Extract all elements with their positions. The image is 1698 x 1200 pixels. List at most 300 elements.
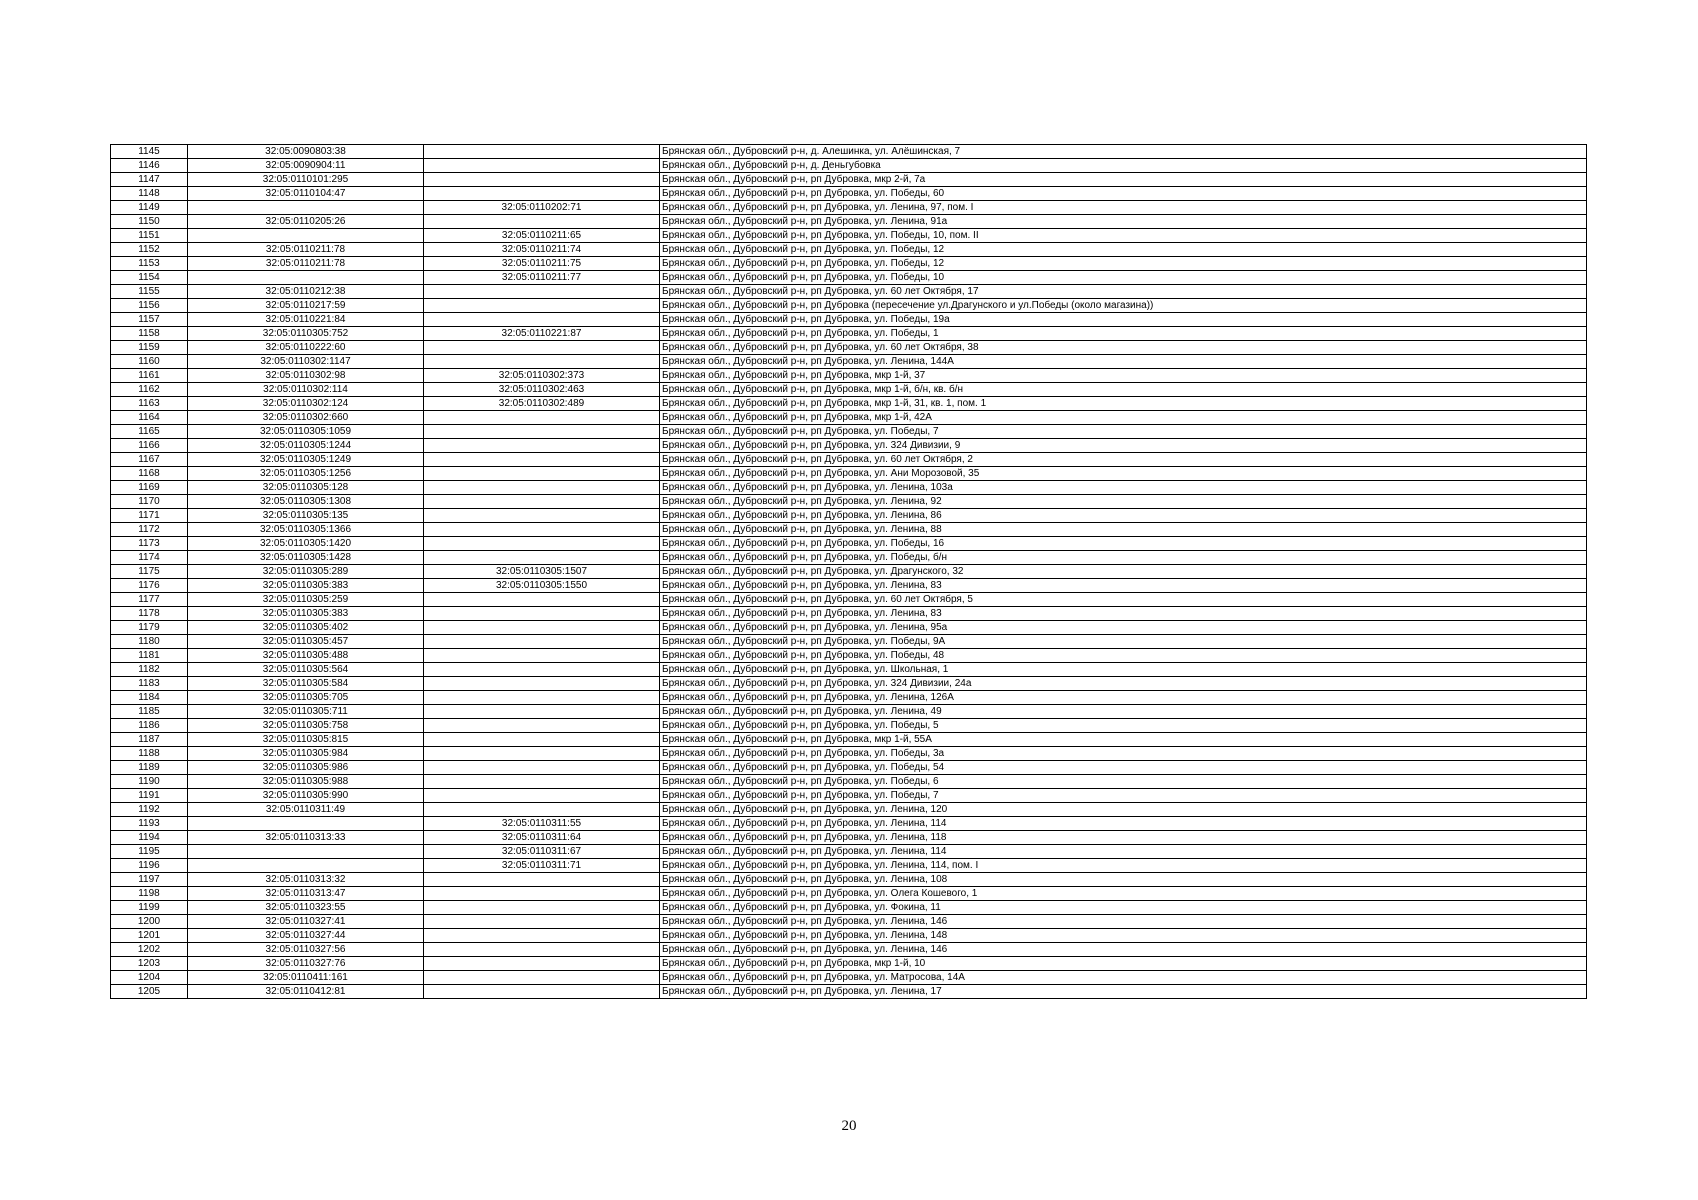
land-cadastral-number-cell: 32:05:0110313:47 [188, 887, 424, 901]
land-cadastral-number-cell: 32:05:0110305:1420 [188, 537, 424, 551]
land-cadastral-number-cell: 32:05:0110221:84 [188, 313, 424, 327]
building-cadastral-number-cell [424, 607, 660, 621]
address-cell: Брянская обл., Дубровский р-н, рп Дубровка, ул. Олега Кошевого, 1 [660, 887, 1587, 901]
address-cell: Брянская обл., Дубровский р-н, рп Дубровка, ул. Ленина, 17 [660, 985, 1587, 999]
row-number-cell: 1151 [111, 229, 188, 243]
building-cadastral-number-cell [424, 957, 660, 971]
address-cell: Брянская обл., Дубровский р-н, рп Дубровка, ул. 60 лет Октября, 38 [660, 341, 1587, 355]
table-row [111, 635, 1587, 649]
address-cell: Брянская обл., Дубровский р-н, рп Дубровка, ул. Драгунского, 32 [660, 565, 1587, 579]
address-cell: Брянская обл., Дубровский р-н, рп Дубровка, ул. Ленина, 83 [660, 607, 1587, 621]
building-cadastral-number-cell [424, 481, 660, 495]
address-cell: Брянская обл., Дубровский р-н, рп Дубровка, ул. Ленина, 118 [660, 831, 1587, 845]
table-row [111, 397, 1587, 411]
land-cadastral-number-cell: 32:05:0110313:32 [188, 873, 424, 887]
table-row [111, 369, 1587, 383]
table-row [111, 383, 1587, 397]
land-cadastral-number-cell: 32:05:0110302:114 [188, 383, 424, 397]
row-number-cell: 1165 [111, 425, 188, 439]
land-cadastral-number-cell: 32:05:0110305:986 [188, 761, 424, 775]
building-cadastral-number-cell: 32:05:0110311:64 [424, 831, 660, 845]
address-cell: Брянская обл., Дубровский р-н, рп Дубровка, ул. Победы, 19а [660, 313, 1587, 327]
row-number-cell: 1187 [111, 733, 188, 747]
address-cell: Брянская обл., Дубровский р-н, рп Дубровка, ул. 60 лет Октября, 2 [660, 453, 1587, 467]
land-cadastral-number-cell: 32:05:0110313:33 [188, 831, 424, 845]
table-row [111, 313, 1587, 327]
address-cell: Брянская обл., Дубровский р-н, д. Алешинка, ул. Алёшинская, 7 [660, 145, 1587, 159]
building-cadastral-number-cell: 32:05:0110302:489 [424, 397, 660, 411]
row-number-cell: 1195 [111, 845, 188, 859]
address-cell: Брянская обл., Дубровский р-н, рп Дубровка, ул. Матросова, 14А [660, 971, 1587, 985]
cadastral-table [110, 144, 1587, 999]
land-cadastral-number-cell [188, 845, 424, 859]
building-cadastral-number-cell: 32:05:0110305:1507 [424, 565, 660, 579]
address-cell: Брянская обл., Дубровский р-н, рп Дубровка, ул. Ленина, 114 [660, 817, 1587, 831]
building-cadastral-number-cell [424, 509, 660, 523]
building-cadastral-number-cell [424, 887, 660, 901]
land-cadastral-number-cell: 32:05:0110305:383 [188, 579, 424, 593]
address-cell: Брянская обл., Дубровский р-н, рп Дубровка, ул. Победы, 48 [660, 649, 1587, 663]
row-number-cell: 1200 [111, 915, 188, 929]
address-cell: Брянская обл., Дубровский р-н, рп Дубровка, ул. Победы, б/н [660, 551, 1587, 565]
row-number-cell: 1177 [111, 593, 188, 607]
land-cadastral-number-cell: 32:05:0110323:55 [188, 901, 424, 915]
table-row [111, 229, 1587, 243]
table-row [111, 551, 1587, 565]
building-cadastral-number-cell: 32:05:0110211:74 [424, 243, 660, 257]
address-cell: Брянская обл., Дубровский р-н, рп Дубровка, ул. Победы, 60 [660, 187, 1587, 201]
row-number-cell: 1186 [111, 719, 188, 733]
row-number-cell: 1166 [111, 439, 188, 453]
table-row [111, 873, 1587, 887]
table-row [111, 845, 1587, 859]
row-number-cell: 1203 [111, 957, 188, 971]
building-cadastral-number-cell: 32:05:0110211:75 [424, 257, 660, 271]
building-cadastral-number-cell [424, 551, 660, 565]
building-cadastral-number-cell [424, 985, 660, 999]
table-row [111, 607, 1587, 621]
land-cadastral-number-cell: 32:05:0110305:488 [188, 649, 424, 663]
address-cell: Брянская обл., Дубровский р-н, рп Дубровка, ул. Победы, 7 [660, 425, 1587, 439]
address-cell: Брянская обл., Дубровский р-н, рп Дубровка, ул. Победы, 6 [660, 775, 1587, 789]
table-row [111, 985, 1587, 999]
row-number-cell: 1181 [111, 649, 188, 663]
address-cell: Брянская обл., Дубровский р-н, рп Дубровка, ул. Ленина, 95а [660, 621, 1587, 635]
land-cadastral-number-cell: 32:05:0110211:78 [188, 243, 424, 257]
address-cell: Брянская обл., Дубровский р-н, рп Дубровка, ул. Победы, 1 [660, 327, 1587, 341]
row-number-cell: 1157 [111, 313, 188, 327]
address-cell: Брянская обл., Дубровский р-н, рп Дубровка, ул. 60 лет Октября, 17 [660, 285, 1587, 299]
row-number-cell: 1190 [111, 775, 188, 789]
address-cell: Брянская обл., Дубровский р-н, рп Дубровка, ул. Ленина, 83 [660, 579, 1587, 593]
row-number-cell: 1199 [111, 901, 188, 915]
address-cell: Брянская обл., Дубровский р-н, рп Дубровка, мкр 2-й, 7а [660, 173, 1587, 187]
row-number-cell: 1161 [111, 369, 188, 383]
land-cadastral-number-cell [188, 817, 424, 831]
table-row [111, 705, 1587, 719]
building-cadastral-number-cell: 32:05:0110202:71 [424, 201, 660, 215]
building-cadastral-number-cell [424, 915, 660, 929]
address-cell: Брянская обл., Дубровский р-н, рп Дубровка, ул. Ани Морозовой, 35 [660, 467, 1587, 481]
land-cadastral-number-cell: 32:05:0110305:752 [188, 327, 424, 341]
row-number-cell: 1204 [111, 971, 188, 985]
land-cadastral-number-cell: 32:05:0110305:289 [188, 565, 424, 579]
table-row [111, 957, 1587, 971]
table-row [111, 173, 1587, 187]
land-cadastral-number-cell: 32:05:0110305:1308 [188, 495, 424, 509]
row-number-cell: 1182 [111, 663, 188, 677]
table-row [111, 145, 1587, 159]
table-row [111, 453, 1587, 467]
address-cell: Брянская обл., Дубровский р-н, рп Дубровка, мкр 1-й, 31, кв. 1, пом. 1 [660, 397, 1587, 411]
table-row [111, 327, 1587, 341]
address-cell: Брянская обл., Дубровский р-н, рп Дубровка, ул. Ленина, 114, пом. I [660, 859, 1587, 873]
table-row [111, 803, 1587, 817]
row-number-cell: 1150 [111, 215, 188, 229]
table-row [111, 285, 1587, 299]
row-number-cell: 1184 [111, 691, 188, 705]
building-cadastral-number-cell [424, 901, 660, 915]
building-cadastral-number-cell [424, 467, 660, 481]
table-row [111, 523, 1587, 537]
row-number-cell: 1189 [111, 761, 188, 775]
row-number-cell: 1176 [111, 579, 188, 593]
land-cadastral-number-cell: 32:05:0110305:1249 [188, 453, 424, 467]
land-cadastral-number-cell: 32:05:0110305:705 [188, 691, 424, 705]
table-row [111, 901, 1587, 915]
address-cell: Брянская обл., Дубровский р-н, рп Дубровка, ул. Победы, 10 [660, 271, 1587, 285]
land-cadastral-number-cell: 32:05:0110327:44 [188, 929, 424, 943]
land-cadastral-number-cell: 32:05:0110305:1059 [188, 425, 424, 439]
table-row [111, 859, 1587, 873]
land-cadastral-number-cell: 32:05:0110327:76 [188, 957, 424, 971]
table-row [111, 439, 1587, 453]
building-cadastral-number-cell [424, 313, 660, 327]
building-cadastral-number-cell [424, 355, 660, 369]
building-cadastral-number-cell [424, 453, 660, 467]
row-number-cell: 1172 [111, 523, 188, 537]
table-row [111, 747, 1587, 761]
land-cadastral-number-cell: 32:05:0110305:1244 [188, 439, 424, 453]
land-cadastral-number-cell: 32:05:0110305:1428 [188, 551, 424, 565]
land-cadastral-number-cell: 32:05:0110305:135 [188, 509, 424, 523]
land-cadastral-number-cell: 32:05:0110305:988 [188, 775, 424, 789]
address-cell: Брянская обл., Дубровский р-н, рп Дубровка, ул. Ленина, 144А [660, 355, 1587, 369]
building-cadastral-number-cell [424, 733, 660, 747]
address-cell: Брянская обл., Дубровский р-н, рп Дубровка, ул. Победы, 3а [660, 747, 1587, 761]
row-number-cell: 1180 [111, 635, 188, 649]
table-row [111, 187, 1587, 201]
address-cell: Брянская обл., Дубровский р-н, рп Дубровка, ул. Победы, 10, пом. II [660, 229, 1587, 243]
land-cadastral-number-cell: 32:05:0110104:47 [188, 187, 424, 201]
land-cadastral-number-cell: 32:05:0110302:124 [188, 397, 424, 411]
row-number-cell: 1198 [111, 887, 188, 901]
row-number-cell: 1205 [111, 985, 188, 999]
table-row [111, 593, 1587, 607]
table-row [111, 887, 1587, 901]
land-cadastral-number-cell: 32:05:0110305:1256 [188, 467, 424, 481]
row-number-cell: 1160 [111, 355, 188, 369]
address-cell: Брянская обл., Дубровский р-н, рп Дубровка, ул. Победы, 5 [660, 719, 1587, 733]
building-cadastral-number-cell [424, 145, 660, 159]
row-number-cell: 1149 [111, 201, 188, 215]
table-row [111, 691, 1587, 705]
table-row [111, 411, 1587, 425]
table-row [111, 215, 1587, 229]
row-number-cell: 1167 [111, 453, 188, 467]
address-cell: Брянская обл., Дубровский р-н, рп Дубровка, ул. Ленина, 120 [660, 803, 1587, 817]
land-cadastral-number-cell: 32:05:0110302:660 [188, 411, 424, 425]
building-cadastral-number-cell [424, 173, 660, 187]
building-cadastral-number-cell [424, 719, 660, 733]
row-number-cell: 1163 [111, 397, 188, 411]
row-number-cell: 1164 [111, 411, 188, 425]
address-cell: Брянская обл., Дубровский р-н, рп Дубровка, ул. Ленина, 92 [660, 495, 1587, 509]
building-cadastral-number-cell [424, 215, 660, 229]
address-cell: Брянская обл., Дубровский р-н, рп Дубровка, ул. Ленина, 108 [660, 873, 1587, 887]
address-cell: Брянская обл., Дубровский р-н, рп Дубровка, ул. Ленина, 91а [660, 215, 1587, 229]
row-number-cell: 1173 [111, 537, 188, 551]
row-number-cell: 1169 [111, 481, 188, 495]
table-row [111, 355, 1587, 369]
table-row [111, 817, 1587, 831]
land-cadastral-number-cell: 32:05:0110305:815 [188, 733, 424, 747]
table-row [111, 243, 1587, 257]
table-body [111, 145, 1587, 999]
building-cadastral-number-cell [424, 425, 660, 439]
address-cell: Брянская обл., Дубровский р-н, рп Дубровка, ул. Победы, 12 [660, 257, 1587, 271]
building-cadastral-number-cell [424, 775, 660, 789]
address-cell: Брянская обл., Дубровский р-н, рп Дубровка, ул. Ленина, 88 [660, 523, 1587, 537]
address-cell: Брянская обл., Дубровский р-н, рп Дубровка, ул. Ленина, 114 [660, 845, 1587, 859]
building-cadastral-number-cell [424, 341, 660, 355]
table-row [111, 565, 1587, 579]
row-number-cell: 1152 [111, 243, 188, 257]
land-cadastral-number-cell: 32:05:0110302:98 [188, 369, 424, 383]
table-row [111, 733, 1587, 747]
land-cadastral-number-cell: 32:05:0090803:38 [188, 145, 424, 159]
table-row [111, 761, 1587, 775]
table-row [111, 271, 1587, 285]
land-cadastral-number-cell: 32:05:0110305:1366 [188, 523, 424, 537]
building-cadastral-number-cell [424, 285, 660, 299]
land-cadastral-number-cell: 32:05:0110305:984 [188, 747, 424, 761]
table-row [111, 537, 1587, 551]
row-number-cell: 1170 [111, 495, 188, 509]
row-number-cell: 1154 [111, 271, 188, 285]
building-cadastral-number-cell: 32:05:0110311:71 [424, 859, 660, 873]
address-cell: Брянская обл., Дубровский р-н, рп Дубровка (пересечение ул.Драгунского и ул.Победы (около магазина)) [660, 299, 1587, 313]
building-cadastral-number-cell [424, 299, 660, 313]
address-cell: Брянская обл., Дубровский р-н, рп Дубровка, ул. Фокина, 11 [660, 901, 1587, 915]
table-row [111, 649, 1587, 663]
land-cadastral-number-cell: 32:05:0110222:60 [188, 341, 424, 355]
building-cadastral-number-cell [424, 411, 660, 425]
land-cadastral-number-cell: 32:05:0110205:26 [188, 215, 424, 229]
building-cadastral-number-cell [424, 943, 660, 957]
building-cadastral-number-cell [424, 663, 660, 677]
row-number-cell: 1153 [111, 257, 188, 271]
address-cell: Брянская обл., Дубровский р-н, рп Дубровка, ул. Ленина, 126А [660, 691, 1587, 705]
land-cadastral-number-cell: 32:05:0110305:457 [188, 635, 424, 649]
building-cadastral-number-cell: 32:05:0110311:55 [424, 817, 660, 831]
row-number-cell: 1188 [111, 747, 188, 761]
row-number-cell: 1196 [111, 859, 188, 873]
row-number-cell: 1148 [111, 187, 188, 201]
building-cadastral-number-cell [424, 929, 660, 943]
address-cell: Брянская обл., Дубровский р-н, рп Дубровка, мкр 1-й, б/н, кв. б/н [660, 383, 1587, 397]
building-cadastral-number-cell: 32:05:0110211:77 [424, 271, 660, 285]
land-cadastral-number-cell [188, 201, 424, 215]
table-row [111, 257, 1587, 271]
row-number-cell: 1171 [111, 509, 188, 523]
land-cadastral-number-cell: 32:05:0110212:38 [188, 285, 424, 299]
building-cadastral-number-cell: 32:05:0110302:463 [424, 383, 660, 397]
land-cadastral-number-cell: 32:05:0110305:259 [188, 593, 424, 607]
address-cell: Брянская обл., Дубровский р-н, рп Дубровка, ул. Ленина, 97, пом. I [660, 201, 1587, 215]
address-cell: Брянская обл., Дубровский р-н, рп Дубровка, ул. Ленина, 146 [660, 915, 1587, 929]
address-cell: Брянская обл., Дубровский р-н, рп Дубровка, ул. Ленина, 49 [660, 705, 1587, 719]
land-cadastral-number-cell: 32:05:0110101:295 [188, 173, 424, 187]
land-cadastral-number-cell: 32:05:0110305:383 [188, 607, 424, 621]
table-row [111, 509, 1587, 523]
land-cadastral-number-cell: 32:05:0110311:49 [188, 803, 424, 817]
row-number-cell: 1179 [111, 621, 188, 635]
table-row [111, 915, 1587, 929]
document-table-container [110, 144, 1587, 999]
table-row [111, 719, 1587, 733]
table-row [111, 341, 1587, 355]
table-row [111, 481, 1587, 495]
table-row [111, 201, 1587, 215]
building-cadastral-number-cell [424, 761, 660, 775]
building-cadastral-number-cell: 32:05:0110221:87 [424, 327, 660, 341]
table-row [111, 677, 1587, 691]
land-cadastral-number-cell: 32:05:0110305:564 [188, 663, 424, 677]
land-cadastral-number-cell: 32:05:0110305:584 [188, 677, 424, 691]
land-cadastral-number-cell: 32:05:0110305:758 [188, 719, 424, 733]
land-cadastral-number-cell: 32:05:0110302:1147 [188, 355, 424, 369]
table-row [111, 159, 1587, 173]
land-cadastral-number-cell [188, 229, 424, 243]
building-cadastral-number-cell [424, 159, 660, 173]
address-cell: Брянская обл., Дубровский р-н, рп Дубровка, ул. 60 лет Октября, 5 [660, 593, 1587, 607]
address-cell: Брянская обл., Дубровский р-н, рп Дубровка, мкр 1-й, 37 [660, 369, 1587, 383]
row-number-cell: 1147 [111, 173, 188, 187]
land-cadastral-number-cell [188, 271, 424, 285]
row-number-cell: 1146 [111, 159, 188, 173]
building-cadastral-number-cell [424, 621, 660, 635]
table-row [111, 467, 1587, 481]
row-number-cell: 1156 [111, 299, 188, 313]
building-cadastral-number-cell [424, 873, 660, 887]
land-cadastral-number-cell: 32:05:0110327:41 [188, 915, 424, 929]
page-number: 20 [841, 1118, 857, 1134]
building-cadastral-number-cell [424, 537, 660, 551]
table-row [111, 579, 1587, 593]
row-number-cell: 1191 [111, 789, 188, 803]
row-number-cell: 1168 [111, 467, 188, 481]
land-cadastral-number-cell: 32:05:0110217:59 [188, 299, 424, 313]
row-number-cell: 1201 [111, 929, 188, 943]
row-number-cell: 1158 [111, 327, 188, 341]
building-cadastral-number-cell [424, 439, 660, 453]
row-number-cell: 1194 [111, 831, 188, 845]
address-cell: Брянская обл., Дубровский р-н, рп Дубровка, ул. Победы, 12 [660, 243, 1587, 257]
table-row [111, 831, 1587, 845]
building-cadastral-number-cell [424, 747, 660, 761]
row-number-cell: 1185 [111, 705, 188, 719]
building-cadastral-number-cell [424, 705, 660, 719]
table-row [111, 775, 1587, 789]
row-number-cell: 1175 [111, 565, 188, 579]
address-cell: Брянская обл., Дубровский р-н, д. Деньгубовка [660, 159, 1587, 173]
building-cadastral-number-cell [424, 971, 660, 985]
building-cadastral-number-cell: 32:05:0110305:1550 [424, 579, 660, 593]
building-cadastral-number-cell: 32:05:0110302:373 [424, 369, 660, 383]
address-cell: Брянская обл., Дубровский р-н, рп Дубровка, ул. Победы, 7 [660, 789, 1587, 803]
building-cadastral-number-cell [424, 635, 660, 649]
row-number-cell: 1197 [111, 873, 188, 887]
land-cadastral-number-cell: 32:05:0110411:161 [188, 971, 424, 985]
row-number-cell: 1193 [111, 817, 188, 831]
address-cell: Брянская обл., Дубровский р-н, рп Дубровка, ул. Победы, 16 [660, 537, 1587, 551]
table-row [111, 663, 1587, 677]
address-cell: Брянская обл., Дубровский р-н, рп Дубровка, мкр 1-й, 10 [660, 957, 1587, 971]
building-cadastral-number-cell [424, 691, 660, 705]
table-row [111, 943, 1587, 957]
land-cadastral-number-cell: 32:05:0110305:128 [188, 481, 424, 495]
address-cell: Брянская обл., Дубровский р-н, рп Дубровка, ул. 324 Дивизии, 9 [660, 439, 1587, 453]
row-number-cell: 1192 [111, 803, 188, 817]
land-cadastral-number-cell: 32:05:0110305:402 [188, 621, 424, 635]
building-cadastral-number-cell [424, 789, 660, 803]
address-cell: Брянская обл., Дубровский р-н, рп Дубровка, ул. Ленина, 146 [660, 943, 1587, 957]
building-cadastral-number-cell: 32:05:0110211:65 [424, 229, 660, 243]
table-row [111, 929, 1587, 943]
land-cadastral-number-cell: 32:05:0110211:78 [188, 257, 424, 271]
land-cadastral-number-cell: 32:05:0110305:990 [188, 789, 424, 803]
land-cadastral-number-cell: 32:05:0110327:56 [188, 943, 424, 957]
row-number-cell: 1174 [111, 551, 188, 565]
table-row [111, 621, 1587, 635]
building-cadastral-number-cell: 32:05:0110311:67 [424, 845, 660, 859]
address-cell: Брянская обл., Дубровский р-н, рп Дубровка, ул. Ленина, 86 [660, 509, 1587, 523]
address-cell: Брянская обл., Дубровский р-н, рп Дубровка, ул. Школьная, 1 [660, 663, 1587, 677]
building-cadastral-number-cell [424, 523, 660, 537]
land-cadastral-number-cell: 32:05:0110412:81 [188, 985, 424, 999]
address-cell: Брянская обл., Дубровский р-н, рп Дубровка, ул. Ленина, 103а [660, 481, 1587, 495]
address-cell: Брянская обл., Дубровский р-н, рп Дубровка, ул. Победы, 9А [660, 635, 1587, 649]
table-row [111, 425, 1587, 439]
building-cadastral-number-cell [424, 677, 660, 691]
land-cadastral-number-cell: 32:05:0090904:11 [188, 159, 424, 173]
address-cell: Брянская обл., Дубровский р-н, рп Дубровка, мкр 1-й, 42А [660, 411, 1587, 425]
land-cadastral-number-cell [188, 859, 424, 873]
building-cadastral-number-cell [424, 803, 660, 817]
building-cadastral-number-cell [424, 593, 660, 607]
row-number-cell: 1183 [111, 677, 188, 691]
table-row [111, 789, 1587, 803]
address-cell: Брянская обл., Дубровский р-н, рп Дубровка, ул. Победы, 54 [660, 761, 1587, 775]
row-number-cell: 1162 [111, 383, 188, 397]
row-number-cell: 1178 [111, 607, 188, 621]
table-row [111, 495, 1587, 509]
row-number-cell: 1145 [111, 145, 188, 159]
row-number-cell: 1202 [111, 943, 188, 957]
land-cadastral-number-cell: 32:05:0110305:711 [188, 705, 424, 719]
building-cadastral-number-cell [424, 649, 660, 663]
